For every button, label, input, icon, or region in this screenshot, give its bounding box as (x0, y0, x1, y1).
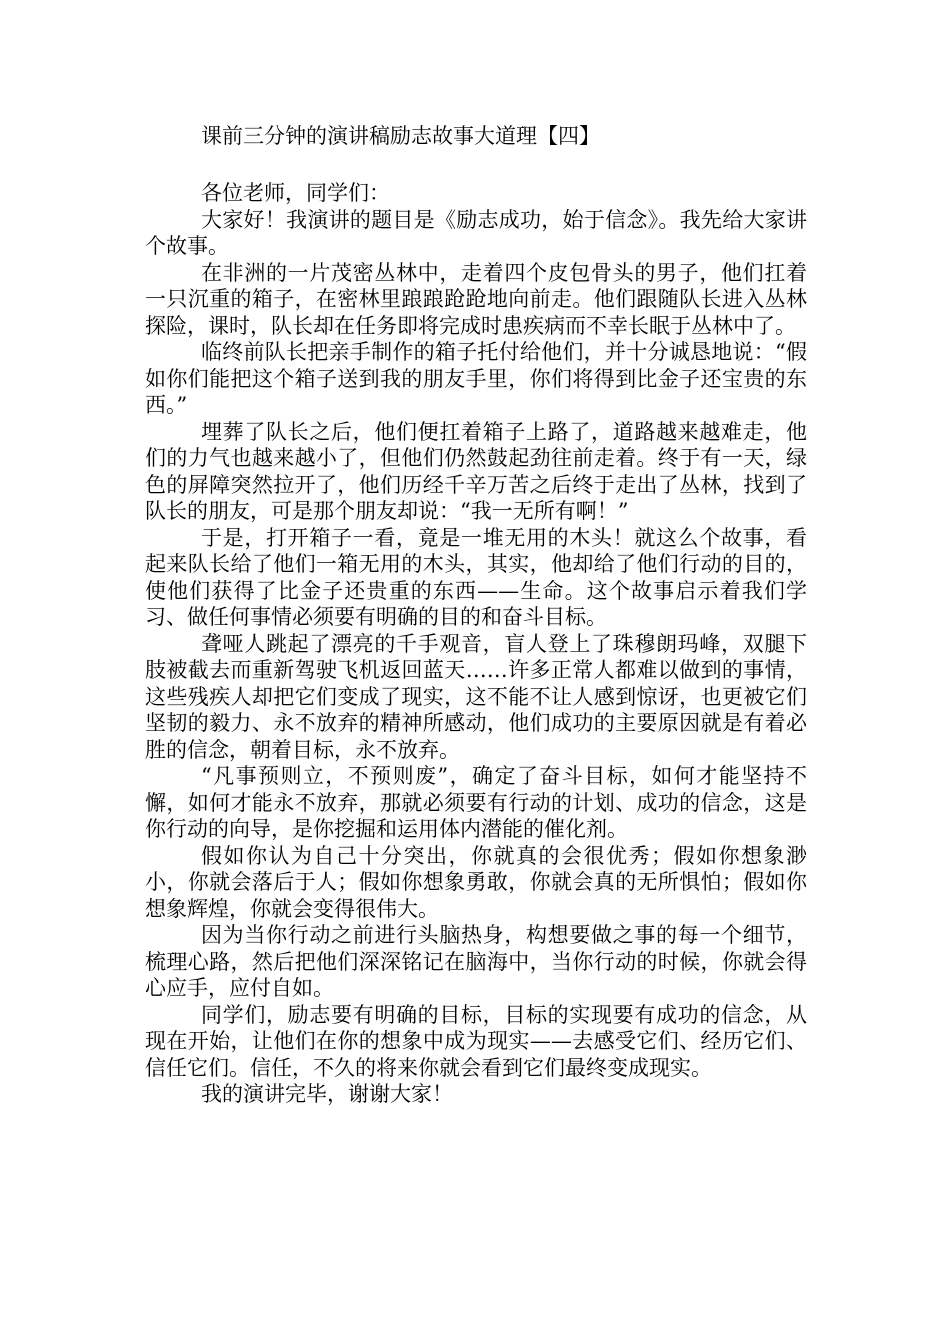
paragraph-10: 同学们，励志要有明确的目标，目标的实现要有成功的信念，从现在开始，让他们在你的想象中成为现实——去感受它们、经历它们、信任它们。信任，不久的将来你就会看到它们最终变成现实。 (145, 1002, 807, 1080)
paragraph-5: 于是，打开箱子一看，竟是一堆无用的木头！就这么个故事，看起来队长给了他们一箱无用的木头，其实，他却给了他们行动的目的，使他们获得了比金子还贵重的东西——生命。这个故事启示着我们学习、做任何事情必须要有明确的目的和奋斗目标。 (145, 525, 807, 629)
paragraph-7: “凡事预则立，不预则废”，确定了奋斗目标，如何才能坚持不懈，如何才能永不放弃，那就必须要有行动的计划、成功的信念，这是你行动的向导，是你挖掘和运用体内潜能的催化剂。 (145, 764, 807, 841)
paragraph-3: 临终前队长把亲手制作的箱子托付给他们，并十分诚恳地说：“假如你们能把这个箱子送到我的朋友手里，你们将得到比金子还宝贵的东西。” (145, 340, 807, 417)
paragraph-4: 埋葬了队长之后，他们便扛着箱子上路了，道路越来越难走，他们的力气也越来越小了，但他们仍然鼓起劲往前走着。终于有一天，绿色的屏障突然拉开了，他们历经千辛万苦之后终于走出了丛林，找到了队长的朋友，可是那个朋友却说：“我一无所有啊！” (145, 419, 807, 523)
paragraph-8: 假如你认为自己十分突出，你就真的会很优秀；假如你想象渺小，你就会落后于人；假如你想象勇敢，你就会真的无所惧怕；假如你想象辉煌，你就会变得很伟大。 (145, 843, 807, 921)
paragraph-1: 大家好！我演讲的题目是《励志成功，始于信念》。我先给大家讲个故事。 (145, 207, 807, 258)
paragraph-11: 我的演讲完毕，谢谢大家！ (201, 1082, 453, 1106)
paragraph-2: 在非洲的一片茂密丛林中，走着四个皮包骨头的男子，他们扛着一只沉重的箱子，在密林里踉踉跄跄地向前走。他们跟随队长进入丛林探险，课时，队长却在任务即将完成时患疾病而不幸长眠于丛林中了。 (145, 260, 807, 338)
salutation: 各位老师，同学们： (201, 181, 390, 205)
document-title: 课前三分钟的演讲稿励志故事大道理【四】 (201, 124, 600, 148)
paragraph-6: 聋哑人跳起了漂亮的千手观音，盲人登上了珠穆朗玛峰，双腿下肢被截去而重新驾驶飞机返回蓝天……许多正常人都难以做到的事情，这些残疾人却把它们变成了现实，这不能不让人感到惊讶，也更被它们坚韧的毅力、永不放弃的精神所感动，他们成功的主要原因就是有着必胜的信念，朝着目标，永不放弃。 (145, 631, 807, 762)
document-body (145, 118, 807, 1108)
paragraph-9: 因为当你行动之前进行头脑热身，构想要做之事的每一个细节，梳理心路，然后把他们深深铭记在脑海中，当你行动的时候，你就会得心应手，应付自如。 (145, 923, 807, 1000)
